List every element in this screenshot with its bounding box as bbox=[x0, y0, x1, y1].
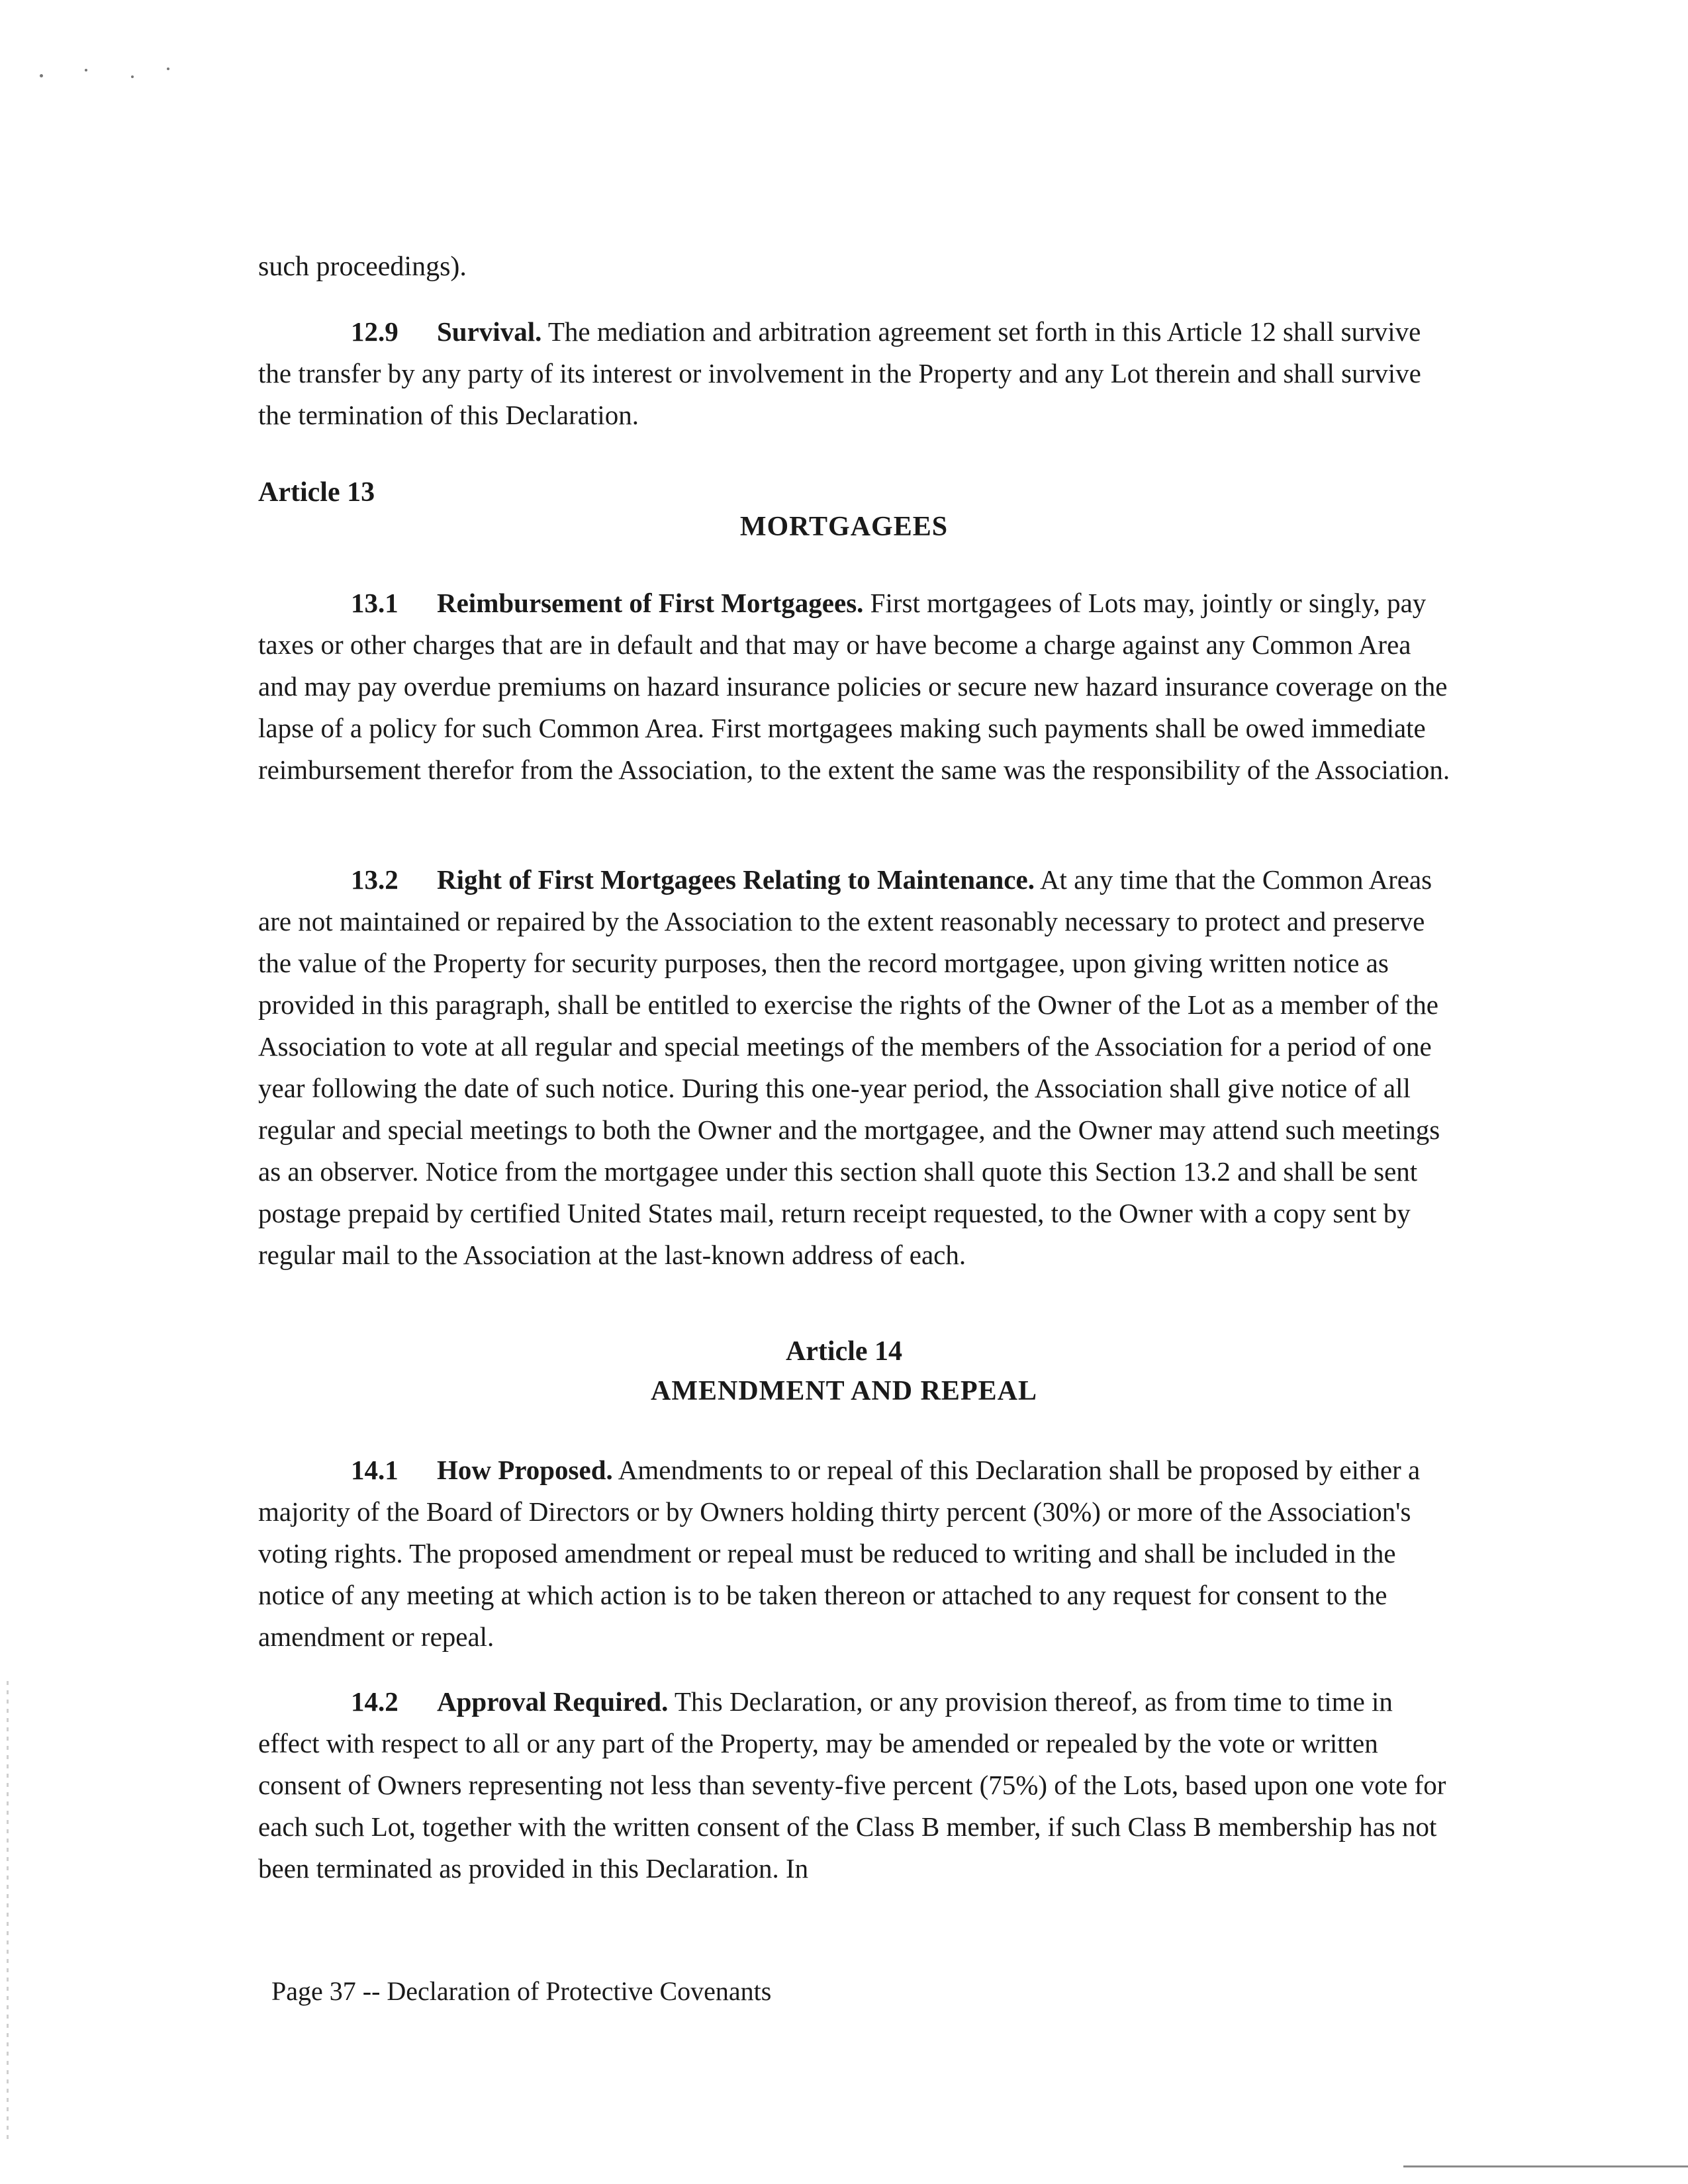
scan-bottom-line bbox=[1403, 2165, 1688, 2167]
section-number: 12.9 bbox=[351, 316, 399, 347]
section-body: This Declaration, or any provision thereof, as from time to time in effect with respect to all or any part of the Property, may be amended or repealed by the vote or written consent of Owners representing not less than seventy-five percent (75%) of the Lots, based upon one vote for each such Lot, together with the written consent of the Class B member, if such Class B membership has not been terminated as provided in this Declaration. In bbox=[258, 1686, 1446, 1884]
section-13-1 bbox=[258, 582, 1456, 791]
section-number: 13.1 bbox=[351, 588, 399, 618]
article-13-title: MORTGAGEES bbox=[739, 512, 949, 542]
article-13-label: Article 13 bbox=[258, 477, 375, 508]
section-13-2 bbox=[258, 859, 1456, 1276]
section-number: 14.2 bbox=[351, 1686, 399, 1717]
section-14-2 bbox=[258, 1681, 1456, 1889]
section-heading: Reimbursement of First Mortgagees. bbox=[437, 588, 864, 618]
scan-speck bbox=[40, 74, 43, 77]
section-number: 14.1 bbox=[351, 1455, 399, 1485]
section-12-9 bbox=[258, 311, 1456, 436]
section-14-1 bbox=[258, 1449, 1456, 1658]
section-body: The mediation and arbitration agreement set forth in this Article 12 shall survive the transfer by any party of its interest or involvement in the Property and any Lot therein and shall survive the termination of this Declaration. bbox=[258, 316, 1421, 430]
scan-edge-marks bbox=[7, 1681, 9, 2144]
article-14-title: AMENDMENT AND REPEAL bbox=[651, 1376, 1037, 1406]
article-14-label: Article 14 bbox=[785, 1336, 903, 1367]
scan-speck bbox=[167, 68, 169, 70]
section-body: At any time that the Common Areas are not maintained or repaired by the Association to the extent reasonably necessary to protect and preserve the value of the Property for security purposes, then the record mortgagee, upon giving written notice as provided in this paragraph, shall be entitled to exercise the rights of the Owner of the Lot as a member of the Association to vote at all regular and special meetings of the members of the Association for a period of one year following the date of such notice. During this one-year period, the Association shall give notice of all regular and special meetings to both the Owner and the mortgagee, and the Owner may attend such meetings as an observer. Notice from the mortgagee under this section shall quote this Section 13.2 and shall be sent postage prepaid by certified United States mail, return receipt requested, to the Owner with a copy sent by regular mail to the Association at the last-known address of each. bbox=[258, 864, 1440, 1270]
scan-speck bbox=[131, 75, 134, 78]
scan-speck bbox=[85, 69, 87, 71]
section-body: First mortgagees of Lots may, jointly or singly, pay taxes or other charges that are in default and that may or have become a charge against any Common Area and may pay overdue premiums on hazard insurance policies or secure new hazard insurance coverage on the lapse of a policy for such Common Area. First mortgagees making such payments shall be owed immediate reimbursement therefor from the Association, to the extent the same was the responsibility of the Association. bbox=[258, 588, 1450, 785]
section-heading: How Proposed. bbox=[437, 1455, 613, 1485]
section-heading: Approval Required. bbox=[437, 1686, 669, 1717]
continuation-text: such proceedings). bbox=[258, 251, 467, 282]
page-footer: Page 37 -- Declaration of Protective Covenants bbox=[271, 1976, 772, 2006]
section-heading: Survival. bbox=[437, 316, 542, 347]
section-body: Amendments to or repeal of this Declaration shall be proposed by either a majority of the Board of Directors or by Owners holding thirty percent (30%) or more of the Association's voting rights. The proposed amendment or repeal must be reduced to writing and shall be included in the notice of any meeting at which action is to be taken thereon or attached to any request for consent to the amendment or repeal. bbox=[258, 1455, 1421, 1652]
section-number: 13.2 bbox=[351, 864, 399, 895]
section-heading: Right of First Mortgagees Relating to Maintenance. bbox=[437, 864, 1035, 895]
